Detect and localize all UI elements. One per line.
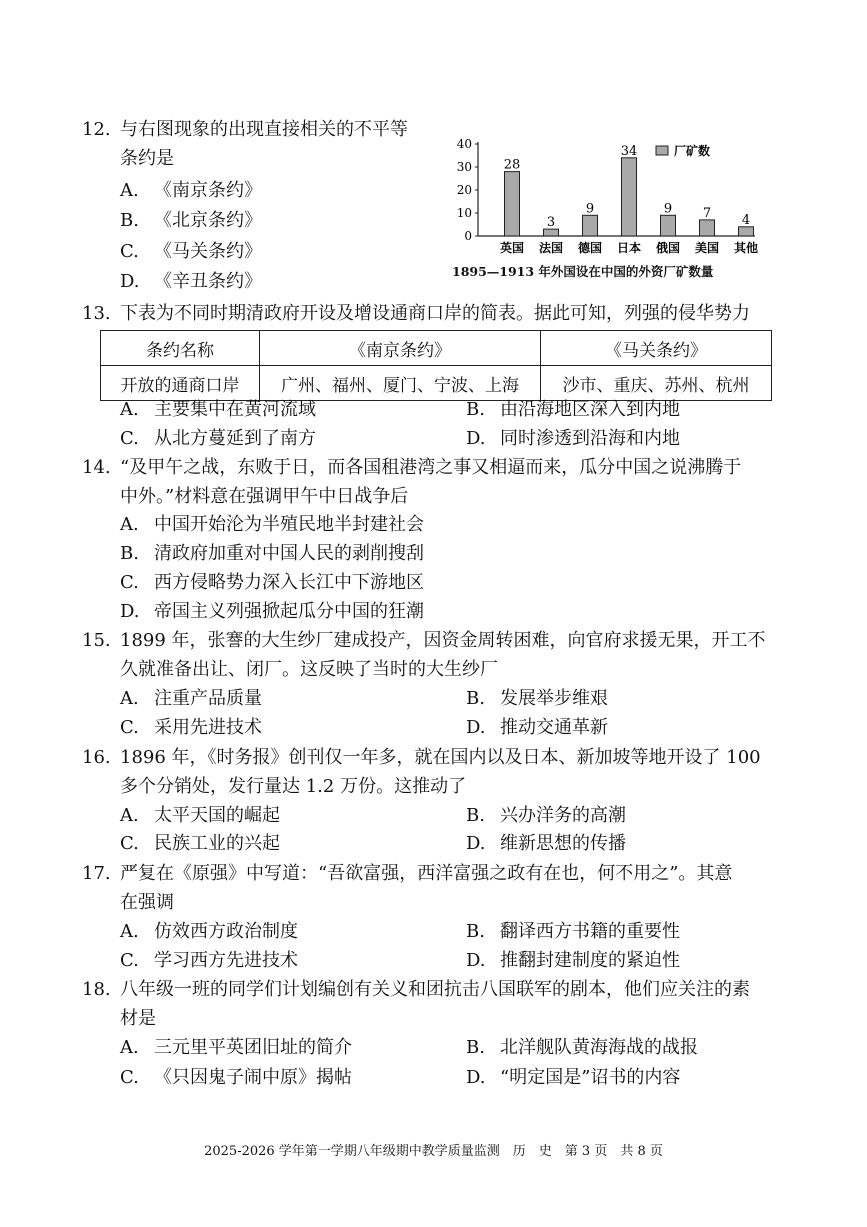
question-stem: 多个分销处，发行量达 1.2 万份。这推动了 [120, 776, 467, 797]
x-tick-label: 德国 [577, 241, 603, 255]
option-b[interactable] [466, 398, 680, 422]
option-label: A. [120, 1037, 139, 1058]
y-tick-label: 40 [456, 137, 472, 151]
option-b[interactable] [120, 209, 262, 233]
question-stem: “及甲午之战，东败于日，而各国租港湾之事又相逼而来，瓜分中国之说沸腾于 [120, 457, 742, 478]
question-number: 14. [82, 457, 111, 478]
option-text: 学习西方先进技术 [154, 950, 298, 971]
question-number: 12. [82, 119, 111, 140]
table-row [101, 331, 772, 366]
option-label: C. [120, 1067, 139, 1088]
option-c[interactable] [120, 949, 298, 973]
option-d[interactable] [466, 949, 680, 973]
option-a[interactable] [120, 920, 298, 944]
table-cell: 广州、福州、厦门、宁波、上海 [260, 366, 541, 401]
table-cell: 沙市、重庆、苏州、杭州 [541, 366, 772, 401]
option-label: B. [466, 688, 485, 709]
bar [544, 229, 559, 236]
option-label: A. [120, 805, 139, 826]
option-label: B. [120, 543, 139, 564]
table-header: 《马关条约》 [541, 331, 772, 366]
data-label: 3 [546, 215, 556, 231]
table-row [101, 366, 772, 401]
y-tick-label: 0 [464, 229, 472, 243]
question-stem: 1899 年，张謇的大生纱厂建成投产，因资金周转困难，向官府求援无果，开工不 [120, 630, 766, 651]
option-text: 中国开始沦为半殖民地半封建社会 [154, 514, 424, 535]
option-text: 兴办洋务的高潮 [500, 805, 626, 826]
option-text: 《只因鬼子闹中原》揭帖 [154, 1067, 352, 1088]
option-c[interactable] [120, 427, 316, 451]
option-text: 主要集中在黄河流域 [154, 399, 316, 420]
option-c[interactable] [120, 716, 262, 740]
option-d[interactable] [466, 427, 680, 451]
option-a[interactable] [120, 179, 262, 203]
option-text: 推动交通革新 [500, 717, 608, 738]
data-label: 7 [702, 205, 712, 221]
data-label: 9 [585, 201, 595, 217]
chart-caption: 1895—1913 年外国设在中国的外资厂矿数量 [452, 264, 714, 279]
question-stem: 条约是 [120, 148, 174, 169]
x-tick-label: 法国 [538, 241, 564, 255]
option-text: 采用先进技术 [154, 717, 262, 738]
option-label: C. [120, 241, 139, 262]
bar [583, 215, 598, 236]
option-text: 太平天国的崛起 [154, 805, 280, 826]
y-tick-label: 30 [456, 160, 472, 174]
option-text: 帝国主义列强掀起瓜分中国的狂潮 [154, 601, 424, 622]
option-label: D. [120, 271, 140, 292]
option-text: 翻译西方书籍的重要性 [500, 921, 680, 942]
data-label: 34 [620, 143, 638, 159]
bar [622, 158, 637, 236]
question-stem: 中外。”材料意在强调甲午中日战争后 [120, 486, 409, 507]
option-c[interactable] [120, 1066, 352, 1090]
question-stem: 与右图现象的出现直接相关的不平等 [120, 119, 408, 140]
option-label: A. [120, 399, 139, 420]
option-label: D. [120, 601, 140, 622]
option-label: B. [466, 1037, 485, 1058]
treaty-ports-table [100, 330, 772, 401]
data-label: 9 [663, 201, 673, 217]
option-b[interactable] [120, 542, 424, 566]
option-text: 注重产品质量 [154, 688, 262, 709]
option-label: D. [466, 950, 486, 971]
x-tick-label: 其他 [733, 241, 758, 255]
option-b[interactable] [466, 687, 608, 711]
option-a[interactable] [120, 513, 424, 537]
option-label: C. [120, 950, 139, 971]
option-label: A. [120, 921, 139, 942]
option-label: C. [120, 572, 139, 593]
table-cell: 开放的通商口岸 [101, 366, 260, 401]
question-stem: 在强调 [120, 892, 174, 913]
question-stem: 材是 [120, 1008, 156, 1029]
y-tick-label: 20 [456, 183, 472, 197]
x-tick-label: 英国 [499, 241, 525, 255]
option-a[interactable] [120, 804, 280, 828]
option-c[interactable] [120, 240, 262, 264]
data-label: 28 [503, 157, 521, 173]
y-tick-label: 10 [456, 206, 472, 220]
data-label: 4 [741, 212, 751, 228]
bar [661, 215, 676, 236]
bar [505, 172, 520, 236]
option-c[interactable] [120, 832, 280, 856]
question-stem: 严复在《原强》中写道：“吾欲富强，西洋富强之政有在也，何不用之”。其意 [120, 863, 733, 884]
option-label: A. [120, 514, 139, 535]
option-label: A. [120, 688, 139, 709]
option-label: B. [466, 399, 485, 420]
option-d[interactable] [120, 600, 424, 624]
option-text: 三元里平英团旧址的简介 [154, 1037, 352, 1058]
option-d[interactable] [466, 1066, 680, 1090]
option-d[interactable] [120, 270, 262, 294]
option-text: 维新思想的传播 [500, 833, 626, 854]
option-label: C. [120, 833, 139, 854]
option-text: 《南京条约》 [154, 180, 262, 201]
page-footer: 2025-2026 学年第一学期八年级期中教学质量监测 历 史 第 3 页 共 8 页 [204, 1144, 663, 1159]
option-b[interactable] [466, 920, 680, 944]
question-number: 16. [82, 747, 111, 768]
option-text: 西方侵略势力深入长江中下游地区 [154, 572, 424, 593]
option-text: 同时渗透到沿海和内地 [500, 428, 680, 449]
option-b[interactable] [466, 1036, 698, 1060]
question-number: 15. [82, 630, 111, 651]
option-d[interactable] [466, 716, 608, 740]
option-text: 民族工业的兴起 [154, 833, 280, 854]
option-text: 推翻封建制度的紧迫性 [500, 950, 680, 971]
option-label: A. [120, 180, 139, 201]
table-header: 条约名称 [101, 331, 260, 366]
x-tick-label: 日本 [616, 241, 642, 255]
option-text: 清政府加重对中国人民的剥削搜刮 [154, 543, 424, 564]
option-label: B. [466, 805, 485, 826]
legend-label: 厂矿数 [674, 144, 711, 158]
question-stem: 久就准备出让、闭厂。这反映了当时的大生纱厂 [120, 659, 498, 680]
option-text: 《北京条约》 [154, 210, 262, 231]
option-label: C. [120, 428, 139, 449]
option-text: 《辛丑条约》 [154, 271, 262, 292]
x-tick-label: 美国 [694, 241, 720, 255]
option-label: D. [466, 1067, 486, 1088]
table-header: 《南京条约》 [260, 331, 541, 366]
question-number: 17. [82, 863, 111, 884]
option-text: 从北方蔓延到了南方 [154, 428, 316, 449]
option-text: 《马关条约》 [154, 241, 262, 262]
option-label: B. [120, 210, 139, 231]
option-label: B. [466, 921, 485, 942]
x-tick-label: 俄国 [655, 241, 681, 255]
option-a[interactable] [120, 398, 316, 422]
option-d[interactable] [466, 832, 626, 856]
bar-chart [448, 132, 758, 262]
bar [700, 220, 715, 236]
question-number: 18. [82, 979, 111, 1000]
option-text: 由沿海地区深入到内地 [500, 399, 680, 420]
option-text: 北洋舰队黄海海战的战报 [500, 1037, 698, 1058]
option-b[interactable] [466, 804, 626, 828]
option-text: 仿效西方政治制度 [154, 921, 298, 942]
option-label: D. [466, 833, 486, 854]
option-a[interactable] [120, 687, 262, 711]
option-label: D. [466, 428, 486, 449]
option-c[interactable] [120, 571, 424, 595]
question-stem: 下表为不同时期清政府开设及增设通商口岸的简表。据此可知，列强的侵华势力 [120, 303, 750, 324]
option-text: 发展举步维艰 [500, 688, 608, 709]
option-a[interactable] [120, 1036, 352, 1060]
option-label: D. [466, 717, 486, 738]
question-stem: 八年级一班的同学们计划编创有关义和团抗击八国联军的剧本，他们应关注的素 [120, 979, 750, 1000]
bar [739, 227, 754, 236]
option-text: “明定国是”诏书的内容 [500, 1067, 681, 1088]
legend-swatch [656, 146, 668, 155]
option-label: C. [120, 717, 139, 738]
question-stem: 1896 年，《时务报》创刊仅一年多，就在国内以及日本、新加坡等地开设了 100 [120, 747, 761, 768]
question-number: 13. [82, 303, 111, 324]
